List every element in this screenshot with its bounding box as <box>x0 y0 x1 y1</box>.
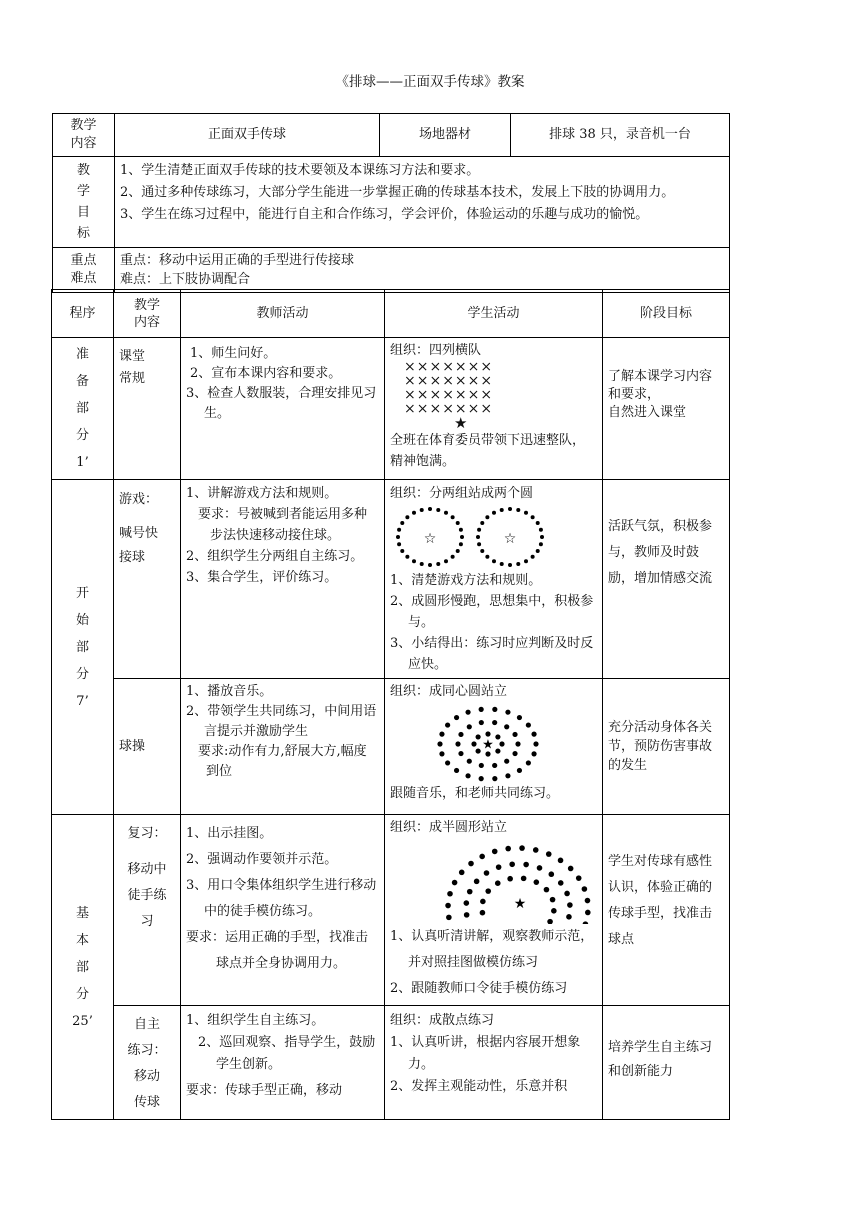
student-dot <box>516 562 520 566</box>
student-dot <box>480 899 486 905</box>
student-dot <box>485 515 489 519</box>
teacher-step: 1、播放音乐。 <box>186 684 273 699</box>
student-step: 2、成圆形慢跑，思想集中，积极参与。 <box>390 594 594 630</box>
student-dot <box>519 845 525 851</box>
student-dot <box>512 732 517 737</box>
student-dot <box>517 715 522 720</box>
student-dot <box>492 707 497 712</box>
student-dot <box>531 515 535 519</box>
student-dot <box>412 511 416 515</box>
prep-teacher <box>181 338 385 480</box>
student-dot <box>517 768 522 773</box>
student-step: 2、发挥主观能动性，乐意并积 <box>390 1079 568 1094</box>
student-dot <box>539 542 543 546</box>
teacher-step: 2、组织学生分两组自主练习。 <box>186 549 364 564</box>
header-teacher: 教师活动 <box>181 290 385 338</box>
teacher-star-icon: ★ <box>513 896 527 912</box>
student-dot <box>499 741 504 746</box>
student-dot <box>446 915 452 921</box>
review-teacher <box>181 815 385 1006</box>
student-dot <box>512 751 517 756</box>
student-dot <box>508 507 512 511</box>
student-dot <box>492 720 497 725</box>
start-label: 开 始 部 分 7’ <box>52 480 114 815</box>
student-dot <box>467 759 472 764</box>
student-dot <box>458 732 463 737</box>
student-dot <box>526 722 531 727</box>
student-dot <box>480 549 484 553</box>
teacher-step: 3、集合学生，评价练习。 <box>186 570 338 585</box>
center-star-icon: ☆ <box>503 531 517 547</box>
document-title: 《排球——正面双手传球》教案 <box>335 74 525 90</box>
student-dot <box>479 776 484 781</box>
student-dot <box>459 542 463 546</box>
student-dot <box>479 707 484 712</box>
student-dot <box>523 862 529 868</box>
formation-row: ××××××× <box>404 359 494 375</box>
student-dot <box>484 870 490 876</box>
student-dot <box>508 563 512 567</box>
teacher-step: 1、师生问好。 <box>190 346 277 361</box>
student-dot <box>445 903 451 909</box>
student-dot <box>546 851 552 857</box>
student-org: 组织：分两组站成两个圆 <box>390 486 534 501</box>
student-dot <box>412 559 416 563</box>
student-org: 组织：成散点练习 <box>390 1013 495 1028</box>
student-dot <box>515 741 520 746</box>
teacher-star-icon: ★ <box>454 414 469 432</box>
student-dot <box>516 508 520 512</box>
formation-four-rows <box>390 360 597 430</box>
header-student: 学生活动 <box>385 290 603 338</box>
teacher-step: 3、用口令集体组织学生进行移动中的徒手模仿练习。 <box>186 878 377 919</box>
student-dot <box>459 528 463 532</box>
student-dot <box>467 889 473 895</box>
equipment-value: 排球 38 只，录音机一台 <box>511 114 730 157</box>
student-dot <box>454 768 459 773</box>
student-dot <box>500 562 504 566</box>
game-student <box>385 480 603 679</box>
student-dot <box>420 562 424 566</box>
teacher-requirement: 要求：号被喊到者能运用多种步法快速移动接住球。 <box>198 507 368 543</box>
goal-item: 3、学生在练习过程中，能进行自主和合作练习，学会评价，体验运动的乐趣与成功的愉悦。 <box>120 207 649 222</box>
student-dot <box>504 724 509 729</box>
teacher-requirement: 要求：传球手型正确，移动 <box>186 1083 343 1098</box>
formation-row: ××××××× <box>404 373 494 389</box>
student-dot <box>531 555 535 559</box>
teacher-step: 2、带领学生共同练习，中间用语言提示并激励学生 <box>186 704 377 739</box>
student-dot <box>477 528 481 532</box>
student-dot <box>456 521 460 525</box>
review-name: 移动中 徒手练 习 <box>127 862 167 929</box>
student-org: 组织：成同心圆站立 <box>390 684 508 699</box>
student-dot <box>492 763 497 768</box>
student-dot <box>496 864 502 870</box>
center-star-icon: ☆ <box>423 531 437 547</box>
student-dot <box>436 508 440 512</box>
student-dot <box>485 888 491 894</box>
self-content: 自主 练习： 移动 传球 <box>114 1006 181 1120</box>
focus-content <box>115 248 730 293</box>
concentric-circles-formation <box>390 702 600 784</box>
student-dot <box>551 908 557 914</box>
focus-label: 重点 难点 <box>53 248 115 293</box>
self-goal: 培养学生自主练习和创新能力 <box>603 1006 730 1120</box>
student-dot <box>492 559 496 563</box>
student-dot <box>507 876 513 882</box>
student-dot <box>567 902 573 908</box>
student-dot <box>549 871 555 877</box>
equipment-label: 场地器材 <box>380 114 511 157</box>
student-dot <box>526 760 531 765</box>
student-dot <box>566 914 572 920</box>
teacher-step: 3、检查人数服装，合理安排见习生。 <box>186 386 377 421</box>
student-dot <box>397 528 401 532</box>
student-dot <box>420 508 424 512</box>
student-dot <box>428 563 432 567</box>
procedure-table <box>51 289 730 1120</box>
student-dot <box>540 535 544 539</box>
prep-content: 课堂 常规 <box>114 338 181 480</box>
game-goal: 活跃气氛，积极参与，教师及时鼓励，增加情感交流 <box>603 480 730 679</box>
gym-student <box>385 679 603 815</box>
student-dot <box>405 555 409 559</box>
review-type: 复习： <box>127 826 167 841</box>
student-dot <box>445 722 450 727</box>
review-content <box>114 815 181 1006</box>
review-student <box>385 815 603 1006</box>
student-dot <box>544 887 550 893</box>
student-dot <box>476 535 480 539</box>
student-step: 1、认真听清讲解，观察教师示范，并对照挂图做模仿练习 <box>390 929 594 970</box>
student-dot <box>479 720 484 725</box>
student-dot <box>492 511 496 515</box>
game-teacher <box>181 480 385 679</box>
student-step: 3、小结得出：练习时应判断及时反应快。 <box>390 636 594 672</box>
review-goal: 学生对传球有感性认识，体验正确的传球手型，找准击球点 <box>603 815 730 1006</box>
student-dot <box>452 880 458 886</box>
teacher-step: 1、组织学生自主练习。 <box>186 1013 325 1028</box>
goal-item: 1、学生清楚正面双手传球的技术要领及本课练习方法和要求。 <box>120 163 480 178</box>
student-dot <box>437 741 442 746</box>
student-dot <box>464 900 470 906</box>
teacher-requirement: 要求:动作有力,舒展大方,幅度到位 <box>198 744 367 779</box>
student-dot <box>444 559 448 563</box>
student-dot <box>454 715 459 720</box>
student-dot <box>480 910 486 916</box>
student-dot <box>558 858 564 864</box>
student-dot <box>460 535 464 539</box>
student-dot <box>576 875 582 881</box>
student-dot <box>524 559 528 563</box>
student-dot <box>400 521 404 525</box>
student-dot <box>471 741 476 746</box>
student-dot <box>533 741 538 746</box>
student-dot <box>531 751 536 756</box>
gym-content: 球操 <box>114 679 181 815</box>
lesson-info-table <box>52 113 730 293</box>
teacher-step: 2、强调动作要领并示范。 <box>186 852 338 867</box>
student-dot <box>495 748 500 753</box>
teacher-star-icon: ★ <box>482 737 494 753</box>
student-dot <box>465 773 470 778</box>
student-org: 组织：成半圆形站立 <box>390 820 508 835</box>
student-dot <box>456 549 460 553</box>
teacher-step: 2、宣布本课内容和要求。 <box>190 366 342 381</box>
student-dot <box>458 751 463 756</box>
student-dot <box>439 751 444 756</box>
teacher-step: 1、出示挂图。 <box>186 826 273 841</box>
self-teacher <box>181 1006 385 1120</box>
student-dot <box>436 562 440 566</box>
content-label: 教学 内容 <box>53 114 115 157</box>
prep-label: 准 备 部 分 1’ <box>52 338 114 480</box>
header-procedure: 程序 <box>52 290 114 338</box>
student-dot <box>459 870 465 876</box>
student-dot <box>455 741 460 746</box>
student-dot <box>537 865 543 871</box>
header-goal: 阶段目标 <box>603 290 730 338</box>
student-dot <box>451 555 455 559</box>
student-dot <box>467 724 472 729</box>
student-dot <box>521 876 527 882</box>
student-dot <box>480 521 484 525</box>
student-dot <box>550 897 556 903</box>
student-org: 组织：四列横队 <box>390 343 482 358</box>
student-dot <box>479 763 484 768</box>
student-dot <box>505 710 510 715</box>
student-dot <box>474 879 480 885</box>
goal-item: 2、通过多种传球练习，大部分学生能进一步掌握正确的传球基本技术，发展上下肢的协调用力。 <box>120 185 675 200</box>
teacher-requirement: 要求：运用正确的手型，找准击球点并全身协调用力。 <box>186 930 369 971</box>
key-point: 重点：移动中运用正确的手型进行传接球 <box>120 253 355 268</box>
student-dot <box>485 555 489 559</box>
student-dot <box>524 511 528 515</box>
goals-label: 教 学 目 标 <box>53 157 115 248</box>
student-step: 1、认真听讲，根据内容展开想象力。 <box>390 1035 581 1072</box>
student-dot <box>476 734 481 739</box>
student-dot <box>536 549 540 553</box>
student-dot <box>564 891 570 897</box>
student-dot <box>400 549 404 553</box>
student-dot <box>405 515 409 519</box>
student-dot <box>464 912 470 918</box>
game-name: 喊号快 接球 <box>119 526 159 565</box>
formation-row: ××××××× <box>404 401 494 417</box>
student-step: 2、跟随教师口令徒手模仿练习 <box>390 981 568 996</box>
student-dot <box>558 880 564 886</box>
two-circles-formation <box>390 504 550 570</box>
student-note: 全班在体育委员带领下迅速整队，精神饱满。 <box>390 433 586 469</box>
student-dot <box>428 507 432 511</box>
game-type: 游戏： <box>119 492 159 507</box>
teacher-step: 1、讲解游戏方法和规则。 <box>186 486 338 501</box>
student-dot <box>505 846 511 852</box>
student-dot <box>476 748 481 753</box>
student-dot <box>396 535 400 539</box>
student-dot <box>445 760 450 765</box>
gym-teacher <box>181 679 385 815</box>
student-dot <box>439 732 444 737</box>
student-dot <box>534 879 540 885</box>
student-dot <box>585 910 591 916</box>
student-dot <box>582 886 588 892</box>
gym-goal: 充分活动身体各关节，预防伤害事故的发生 <box>603 679 730 815</box>
content-value: 正面双手传球 <box>115 114 380 157</box>
student-dot <box>468 861 474 867</box>
student-dot <box>397 542 401 546</box>
student-dot <box>568 866 574 872</box>
basic-label: 基 本 部 分 25’ <box>52 815 114 1120</box>
student-step: 1、清楚游戏方法和规则。 <box>390 573 542 588</box>
student-dot <box>495 734 500 739</box>
student-dot <box>536 521 540 525</box>
header-content: 教学 内容 <box>114 290 181 338</box>
goals-list <box>115 157 730 248</box>
prep-goal: 了解本课学习内容和要求， 自然进入课堂 <box>603 338 730 480</box>
student-dot <box>492 849 498 855</box>
student-dot <box>533 847 539 853</box>
student-dot <box>485 731 490 736</box>
teacher-step: 2、巡回观察、指导学生，鼓励学生创新。 <box>198 1035 376 1072</box>
student-dot <box>451 515 455 519</box>
student-dot <box>477 542 481 546</box>
student-dot <box>444 511 448 515</box>
game-content <box>114 480 181 679</box>
formation-row: ××××××× <box>404 387 494 403</box>
student-dot <box>492 776 497 781</box>
student-dot <box>479 854 485 860</box>
student-note: 跟随音乐，和老师共同练习。 <box>390 786 560 801</box>
self-student <box>385 1006 603 1120</box>
half-circle-formation <box>390 838 600 924</box>
student-dot <box>505 773 510 778</box>
student-dot <box>509 861 515 867</box>
student-dot <box>504 759 509 764</box>
student-dot <box>495 880 501 886</box>
student-dot <box>531 732 536 737</box>
student-dot <box>500 508 504 512</box>
difficulty: 难点：上下肢协调配合 <box>120 272 251 287</box>
student-dot <box>539 528 543 532</box>
student-dot <box>465 710 470 715</box>
student-dot <box>447 891 453 897</box>
prep-student <box>385 338 603 480</box>
student-dot <box>585 898 591 904</box>
